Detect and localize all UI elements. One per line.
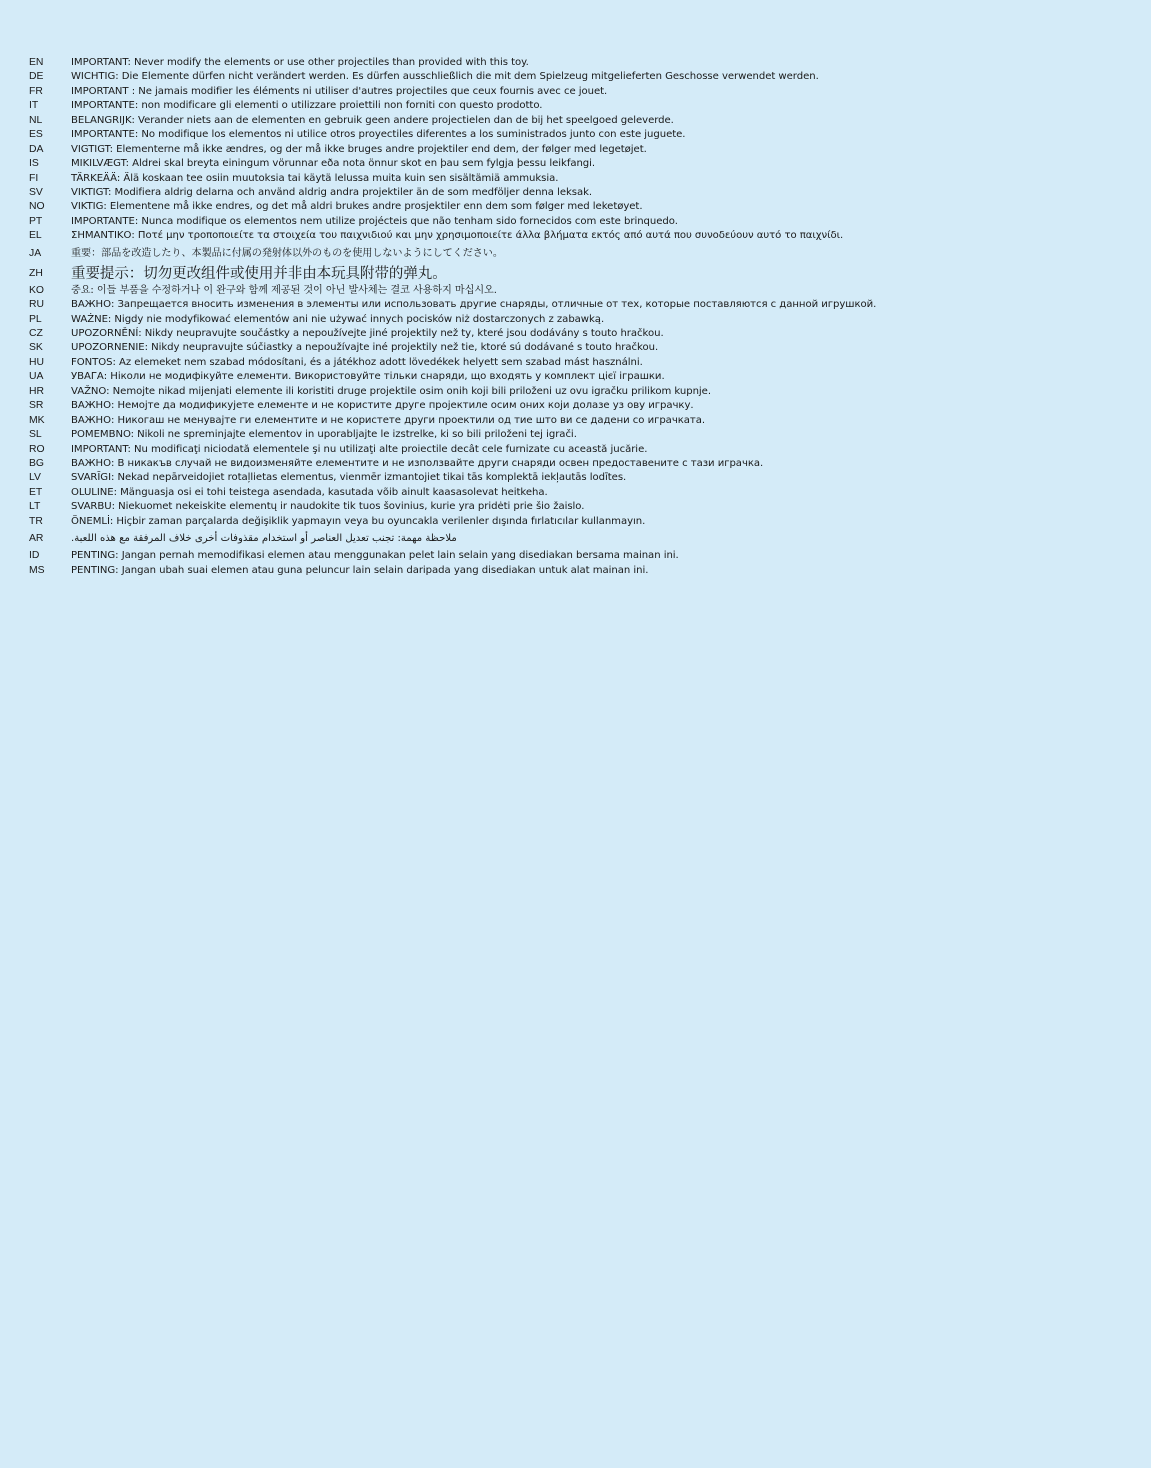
warning-text: WICHTIG: Die Elemente dürfen nicht verändert werden. Es dürfen ausschließlich die mit dem Spielzeug mitgelieferten Geschosse verwendet werden. xyxy=(71,71,819,83)
language-code: MK xyxy=(29,414,45,426)
warning-text: BELANGRIJK: Verander niets aan de elementen en gebruik geen andere projectielen dan de bij het speelgoed geleverde. xyxy=(71,114,674,126)
warning-row-de xyxy=(0,70,1151,84)
warning-text: IMPORTANTE: No modifique los elementos ni utilice otros proyectiles diferentes a los suministrados junto con este juguete. xyxy=(71,129,686,141)
language-code: ID xyxy=(29,550,40,562)
warning-row-bg xyxy=(0,457,1151,471)
language-code: EL xyxy=(29,230,42,242)
warning-text: OLULINE: Mänguasja osi ei tohi teistega asendada, kasutada võib ainult kaasasolevat heitkeha. xyxy=(71,486,548,498)
warning-row-lt xyxy=(0,500,1151,514)
warning-row-sk xyxy=(0,341,1151,355)
warning-row-ms xyxy=(0,564,1151,578)
warning-text: TÄRKEÄÄ: Älä koskaan tee osiin muutoksia tai käytä lelussa muita kuin sen sisältämiä ammuksia. xyxy=(71,172,559,184)
language-code: TR xyxy=(29,515,43,527)
language-code: CZ xyxy=(29,328,43,339)
warning-text: UPOZORNĚNÍ: Nikdy neupravujte součástky a nepoužívejte jiné projektily než ty, které jsou dodávány s touto hračkou. xyxy=(71,328,664,339)
warning-text: ВАЖНО: Немојте да модификујете елементе и не користите друге пројектиле осим оних који долазе уз ову играчку. xyxy=(71,400,694,412)
warning-row-sl xyxy=(0,428,1151,442)
warning-row-it xyxy=(0,99,1151,113)
language-code: DE xyxy=(29,71,44,83)
warning-text: FONTOS: Az elemeket nem szabad módosítani, és a játékhoz adott lövedékek helyett sem szabad mást használni. xyxy=(71,356,643,368)
language-code: NO xyxy=(29,201,45,213)
warning-text: ÖNEMLİ: Hiçbir zaman parçalarda değişiklik yapmayın veya bu oyuncakla verilenler dışında fırlatıcılar kullanmayın. xyxy=(71,515,646,527)
warning-row-sv xyxy=(0,186,1151,200)
warning-row-tr xyxy=(0,515,1151,529)
language-code: SK xyxy=(29,342,43,354)
warning-row-lv xyxy=(0,471,1151,485)
warning-row-hr xyxy=(0,385,1151,399)
language-code: LT xyxy=(29,501,41,513)
warning-text: IMPORTANTE: Nunca modifique os elementos nem utilize projécteis que não tenham sido fornecidos com este brinquedo. xyxy=(71,215,678,227)
warning-row-is xyxy=(0,157,1151,171)
warning-text: IMPORTANT: Nu modificaţi niciodată elementele şi nu utilizaţi alte proiectile decât cele furnizate cu această jucărie. xyxy=(71,443,648,455)
warning-text: POMEMBNO: Nikoli ne spreminjajte elementov in uporabljajte le izstrelke, ki so bili priloženi tej igrači. xyxy=(71,429,577,441)
warning-text: SVARĪGI: Nekad nepārveidojiet rotaļlietas elementus, vienmēr izmantojiet tikai tās komplektā iekļautās lodītes. xyxy=(71,472,627,484)
warning-row-ar xyxy=(0,529,1151,549)
language-code: ES xyxy=(29,129,43,141)
warning-text: VIGTIGT: Elementerne må ikke ændres, og der må ikke bruges andre projektiler end dem, der følger med legetøjet. xyxy=(71,143,647,155)
warning-row-sr xyxy=(0,399,1151,413)
warning-text: PENTING: Jangan ubah suai elemen atau guna peluncur lain selain daripada yang disediakan untuk alat mainan ini. xyxy=(71,564,649,576)
language-code: IS xyxy=(29,158,39,170)
warning-row-da xyxy=(0,143,1151,157)
warning-row-el xyxy=(0,229,1151,243)
warning-text: SVARBU: Niekuomet nekeiskite elementų ir naudokite tik tuos šovinius, kurie yra pridėti prie šio žaislo. xyxy=(71,501,585,513)
language-code: KO xyxy=(29,284,45,296)
warning-text: ВАЖНО: Запрещается вносить изменения в элементы или использовать другие снаряды, отличные от тех, которые поставляются с данной игрушкой. xyxy=(71,299,877,311)
language-code: SR xyxy=(29,400,44,412)
language-code: PT xyxy=(29,215,43,227)
language-code: PL xyxy=(29,313,42,325)
warning-row-fi xyxy=(0,172,1151,186)
warning-text: VIKTIGT: Modifiera aldrig delarna och använd aldrig andra projektiler än de som medföljer denna leksak. xyxy=(71,186,593,198)
warning-text: WAŻNE: Nigdy nie modyfikować elementów ani nie używać innych pocisków niż dostarczonych z zabawką. xyxy=(71,313,605,325)
language-code: LV xyxy=(29,472,41,484)
warning-text: UPOZORNENIE: Nikdy neupravujte súčiastky a nepoužívajte iné projektily než tie, ktoré sú dodávané s touto hračkou. xyxy=(71,342,659,354)
warning-text: 重要：部品を改造したり、本製品に付属の発射体以外のものを使用しないようにしてください。 xyxy=(71,247,503,259)
language-code: ZH xyxy=(29,267,43,279)
warning-row-ro xyxy=(0,443,1151,457)
language-code: DA xyxy=(29,143,44,155)
language-code: FR xyxy=(29,85,43,97)
warning-text: IMPORTANT: Never modify the elements or use other projectiles than provided with this toy. xyxy=(71,57,529,68)
language-code: ET xyxy=(29,486,43,498)
warning-row-nl xyxy=(0,114,1151,128)
warning-row-ko xyxy=(0,284,1151,298)
language-code: HR xyxy=(29,385,45,397)
language-code: FI xyxy=(29,172,39,184)
warning-row-cz xyxy=(0,327,1151,341)
language-code: BG xyxy=(29,457,45,469)
warning-text: VIKTIG: Elementene må ikke endres, og det må aldri brukes andre prosjektiler enn dem som følger med leketøyet. xyxy=(71,201,643,213)
warning-row-pl xyxy=(0,313,1151,327)
language-code: EN xyxy=(29,57,44,68)
language-code: MS xyxy=(29,564,45,576)
warning-row-et xyxy=(0,486,1151,500)
warning-text: 重要提示：切勿更改组件或使用并非由本玩具附带的弹丸。 xyxy=(71,265,447,282)
warning-text: 중요: 이들 부품을 수정하거나 이 완구와 함께 제공된 것이 아닌 발사체는 결코 사용하지 마십시오. xyxy=(71,284,497,296)
language-code: IT xyxy=(29,100,39,112)
language-code: AR xyxy=(29,533,44,545)
warning-text: MIKILVÆGT: Aldrei skal breyta einingum vörunnar eða nota önnur skot en þau sem fylgja þessu leikfangi. xyxy=(71,158,596,170)
warning-row-hu xyxy=(0,356,1151,370)
language-code: RU xyxy=(29,299,45,311)
warning-text: ВАЖНО: В никакъв случай не видоизменяйте елементите и не използвайте други снаряди освен предоставените с тази играчка. xyxy=(71,457,764,469)
warning-row-zh xyxy=(0,264,1151,284)
language-code: RO xyxy=(29,443,45,455)
warning-row-ru xyxy=(0,298,1151,312)
warning-row-id xyxy=(0,549,1151,563)
language-code: JA xyxy=(29,247,42,259)
language-code: NL xyxy=(29,114,43,126)
warning-row-es xyxy=(0,128,1151,142)
warning-text: PENTING: Jangan pernah memodifikasi elemen atau menggunakan pelet lain selain yang disediakan bersama mainan ini. xyxy=(71,550,679,562)
language-code: SV xyxy=(29,186,43,198)
language-code: SL xyxy=(29,429,42,441)
warning-row-ua xyxy=(0,370,1151,384)
warning-row-no xyxy=(0,200,1151,214)
language-code: HU xyxy=(29,356,45,368)
warning-row-en xyxy=(0,56,1151,70)
warning-text: ВАЖНО: Никогаш не менувајте ги елементите и не користете други проектили од тие што ви се дадени со играчката. xyxy=(71,414,706,426)
warning-text: ΣΗΜΑΝΤΙΚΟ: Ποτέ μην τροποποιείτε τα στοιχεία του παιχνιδιού και μην χρησιμοποιείτε άλλα βλήματα εκτός από αυτά που συνοδεύουν αυτό το παιχνίδι. xyxy=(71,230,844,242)
warning-row-ja xyxy=(0,244,1151,264)
language-code: UA xyxy=(29,371,44,383)
warning-row-pt xyxy=(0,215,1151,229)
safety-warning-list xyxy=(0,56,1151,578)
warning-text: IMPORTANT : Ne jamais modifier les éléments ni utiliser d'autres projectiles que ceux fournis avec ce jouet. xyxy=(71,85,608,97)
warning-text: VAŽNO: Nemojte nikad mijenjati elemente ili koristiti druge projektile osim onih koji bili priloženi uz ovu igračku prilikom kupnje. xyxy=(71,385,711,397)
warning-row-mk xyxy=(0,414,1151,428)
warning-text: ملاحظة مهمة: تجنب تعديل العناصر أو استخدام مقذوفات أخرى خلاف المرفقة مع هذه اللعبة. xyxy=(71,533,457,545)
warning-text: IMPORTANTE: non modificare gli elementi o utilizzare proiettili non forniti con questo prodotto. xyxy=(71,100,543,112)
warning-row-fr xyxy=(0,85,1151,99)
warning-text: УВАГА: Ніколи не модифікуйте елементи. Використовуйте тільки снаряди, що входять у комплект цієї іграшки. xyxy=(71,371,665,383)
